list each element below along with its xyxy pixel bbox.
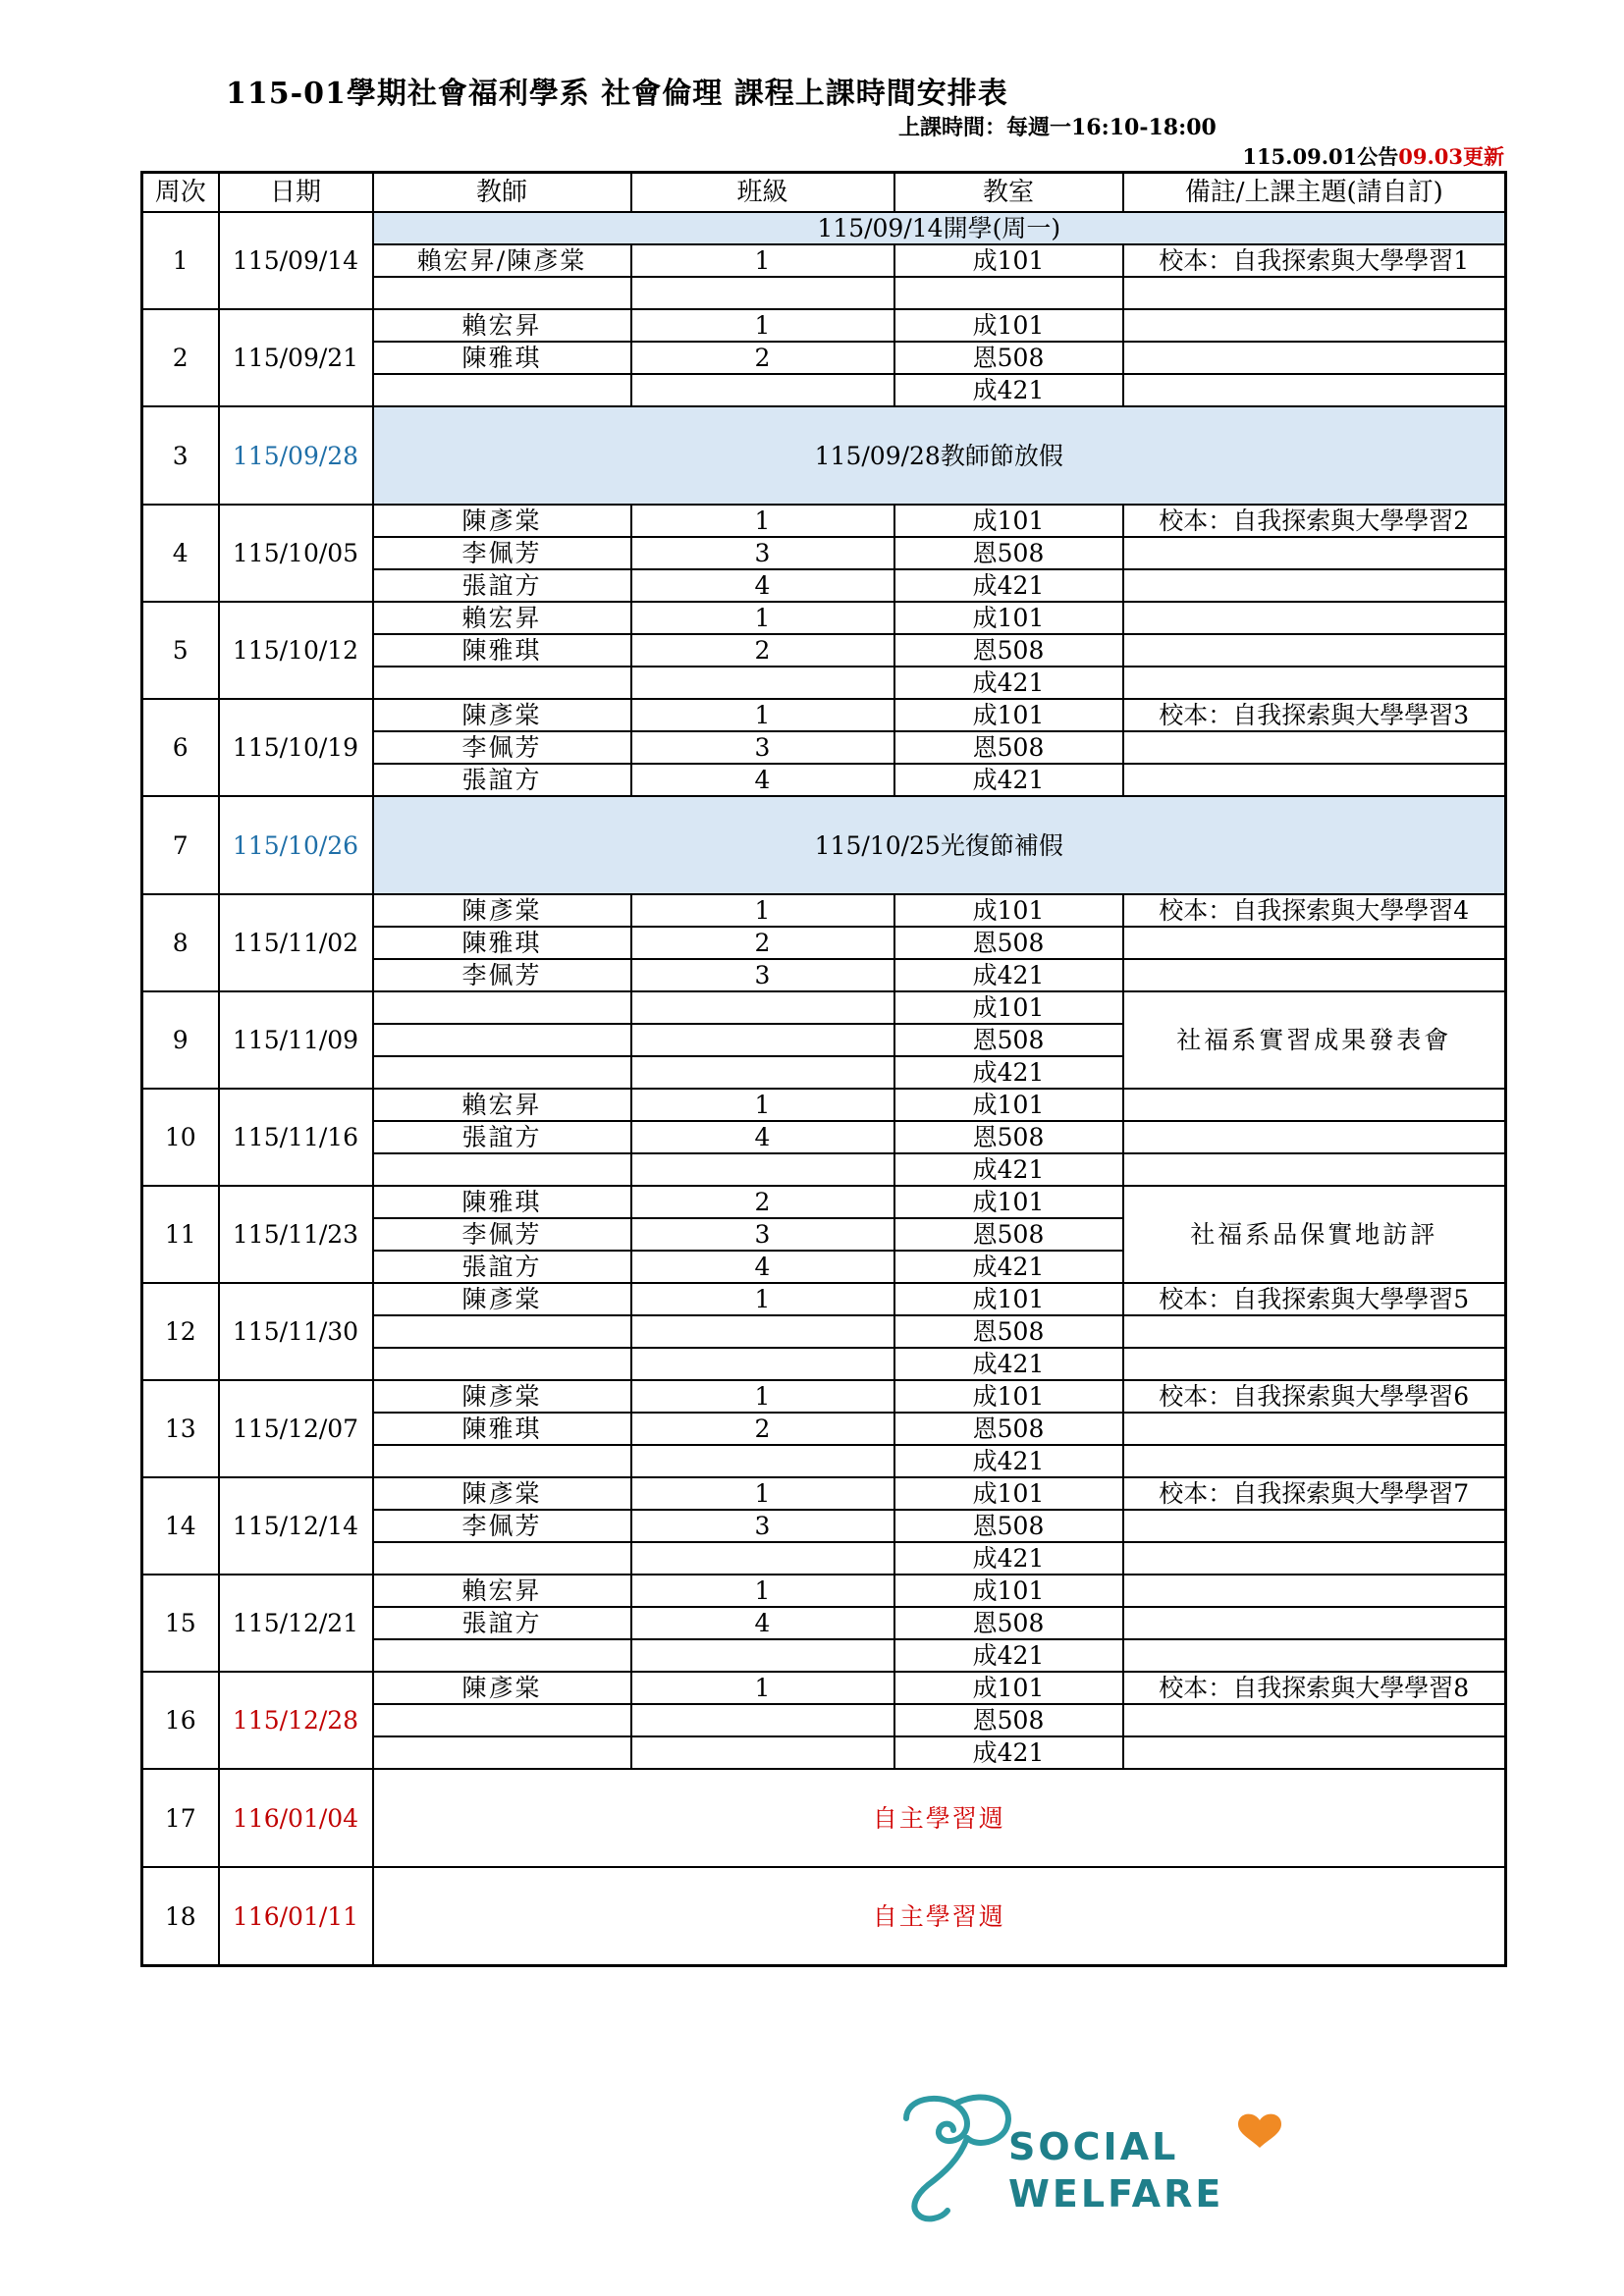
room-cell: 成101 (894, 1283, 1123, 1315)
table-row (142, 1089, 1506, 1121)
teacher-cell (373, 374, 631, 406)
room-cell: 成421 (894, 1542, 1123, 1575)
teacher-cell: 陳雅琪 (373, 342, 631, 374)
class-cell (631, 1704, 894, 1736)
note-cell (1123, 1575, 1506, 1607)
week-date: 115/09/14 (219, 212, 373, 309)
teacher-cell: 陳彥棠 (373, 1672, 631, 1704)
note-cell (1123, 537, 1506, 569)
column-header: 備註/上課主題(請自訂) (1123, 173, 1506, 213)
class-cell: 1 (631, 244, 894, 277)
teacher-cell: 賴宏昇 (373, 309, 631, 342)
note-cell: 校本：自我探索與大學學習7 (1123, 1477, 1506, 1510)
week-number: 18 (142, 1867, 219, 1966)
room-cell: 恩508 (894, 1121, 1123, 1153)
week-number: 13 (142, 1380, 219, 1477)
teacher-cell: 陳彥棠 (373, 1477, 631, 1510)
class-cell: 1 (631, 1672, 894, 1704)
table-row (142, 1477, 1506, 1510)
note-cell (1123, 1542, 1506, 1575)
room-cell: 成421 (894, 764, 1123, 796)
room-cell: 成101 (894, 894, 1123, 927)
class-cell: 1 (631, 894, 894, 927)
room-cell: 成101 (894, 505, 1123, 537)
teacher-cell: 張誼方 (373, 1121, 631, 1153)
note-cell (1123, 667, 1506, 699)
class-cell (631, 1348, 894, 1380)
week-number: 7 (142, 796, 219, 894)
class-cell (631, 1542, 894, 1575)
teacher-cell: 李佩芳 (373, 959, 631, 991)
note-cell (1123, 342, 1506, 374)
week-number: 14 (142, 1477, 219, 1575)
room-cell: 成101 (894, 1089, 1123, 1121)
class-cell: 3 (631, 1218, 894, 1251)
room-cell: 恩508 (894, 342, 1123, 374)
week-row (142, 1867, 1506, 1966)
heart-icon (1238, 2114, 1281, 2148)
class-cell: 3 (631, 537, 894, 569)
note-cell (1123, 1315, 1506, 1348)
week-date: 115/12/28 (219, 1672, 373, 1769)
class-cell: 2 (631, 634, 894, 667)
schedule-body (142, 212, 1506, 1966)
class-cell (631, 667, 894, 699)
note-cell (1123, 1413, 1506, 1445)
room-cell: 成101 (894, 244, 1123, 277)
class-cell (631, 1315, 894, 1348)
week-number: 16 (142, 1672, 219, 1769)
class-cell: 2 (631, 1413, 894, 1445)
class-cell (631, 1024, 894, 1056)
teacher-cell: 張誼方 (373, 1607, 631, 1639)
note-cell (1123, 1153, 1506, 1186)
teacher-cell: 陳雅琪 (373, 927, 631, 959)
week-row (142, 1769, 1506, 1867)
week-date: 115/09/28 (219, 406, 373, 505)
room-cell: 成101 (894, 991, 1123, 1024)
week-date: 115/10/05 (219, 505, 373, 602)
note-cell: 校本：自我探索與大學學習6 (1123, 1380, 1506, 1413)
room-cell: 恩508 (894, 537, 1123, 569)
teacher-cell (373, 1542, 631, 1575)
table-row (142, 505, 1506, 537)
teacher-cell: 李佩芳 (373, 537, 631, 569)
logo-line1: SOCIAL (1008, 2125, 1179, 2168)
week-date: 116/01/04 (219, 1769, 373, 1867)
room-cell: 恩508 (894, 1218, 1123, 1251)
teacher-cell: 賴宏昇 (373, 1575, 631, 1607)
teacher-cell (373, 991, 631, 1024)
room-cell: 成101 (894, 602, 1123, 634)
week-number: 11 (142, 1186, 219, 1283)
week-number: 12 (142, 1283, 219, 1380)
week-date: 115/11/09 (219, 991, 373, 1089)
class-cell: 1 (631, 1477, 894, 1510)
schedule-table (140, 171, 1507, 1967)
self-study-banner: 自主學習週 (373, 1867, 1506, 1966)
class-cell: 4 (631, 1251, 894, 1283)
week-date: 115/12/21 (219, 1575, 373, 1672)
room-cell: 成421 (894, 569, 1123, 602)
week-number: 2 (142, 309, 219, 406)
room-cell: 成101 (894, 1380, 1123, 1413)
week-number: 3 (142, 406, 219, 505)
teacher-cell: 李佩芳 (373, 1510, 631, 1542)
class-cell (631, 1445, 894, 1477)
room-cell: 恩508 (894, 731, 1123, 764)
class-cell: 3 (631, 1510, 894, 1542)
column-header: 教室 (894, 173, 1123, 213)
week-row (142, 406, 1506, 505)
week-number: 17 (142, 1769, 219, 1867)
teacher-cell: 賴宏昇 (373, 1089, 631, 1121)
class-cell: 4 (631, 569, 894, 602)
table-row (142, 894, 1506, 927)
room-cell: 成421 (894, 959, 1123, 991)
room-cell: 成421 (894, 1153, 1123, 1186)
class-cell: 3 (631, 731, 894, 764)
table-row (142, 699, 1506, 731)
room-cell: 恩508 (894, 1704, 1123, 1736)
room-cell: 成421 (894, 1639, 1123, 1672)
class-cell: 4 (631, 1121, 894, 1153)
class-cell: 1 (631, 1380, 894, 1413)
week-date: 115/12/07 (219, 1380, 373, 1477)
class-cell: 1 (631, 1283, 894, 1315)
room-cell: 成421 (894, 374, 1123, 406)
note-cell (1123, 602, 1506, 634)
note-cell: 校本：自我探索與大學學習3 (1123, 699, 1506, 731)
page-title: 115-01學期社會福利學系 社會倫理 課程上課時間安排表 (226, 77, 1008, 111)
column-header: 日期 (219, 173, 373, 213)
class-time: 上課時間：每週一16:10-18:00 (898, 115, 1217, 140)
teacher-cell (373, 277, 631, 309)
table-row (142, 309, 1506, 342)
teacher-cell (373, 1639, 631, 1672)
room-cell: 成101 (894, 1672, 1123, 1704)
class-cell: 2 (631, 927, 894, 959)
column-header: 教師 (373, 173, 631, 213)
class-cell: 2 (631, 342, 894, 374)
room-cell: 成101 (894, 699, 1123, 731)
social-welfare-logo (898, 2091, 1311, 2228)
class-cell (631, 1056, 894, 1089)
teacher-cell (373, 667, 631, 699)
week-number: 4 (142, 505, 219, 602)
note-cell (1123, 277, 1506, 309)
teacher-cell (373, 1736, 631, 1769)
teacher-cell: 張誼方 (373, 569, 631, 602)
room-cell: 成421 (894, 1445, 1123, 1477)
class-cell: 1 (631, 699, 894, 731)
week-date: 115/11/02 (219, 894, 373, 991)
table-row (142, 602, 1506, 634)
class-cell: 1 (631, 602, 894, 634)
room-cell: 成421 (894, 1736, 1123, 1769)
note-cell: 校本：自我探索與大學學習5 (1123, 1283, 1506, 1315)
week-date: 115/10/12 (219, 602, 373, 699)
room-cell: 成101 (894, 1477, 1123, 1510)
opening-banner: 115/09/14開學(周一) (373, 212, 1506, 244)
week-date: 115/12/14 (219, 1477, 373, 1575)
week-number: 5 (142, 602, 219, 699)
note-cell (1123, 1445, 1506, 1477)
room-cell: 恩508 (894, 1024, 1123, 1056)
week-date: 115/11/23 (219, 1186, 373, 1283)
class-cell (631, 991, 894, 1024)
table-row (142, 991, 1506, 1024)
room-cell: 成101 (894, 1575, 1123, 1607)
week-number: 10 (142, 1089, 219, 1186)
teacher-cell: 陳彥棠 (373, 699, 631, 731)
room-cell (894, 277, 1123, 309)
table-row (142, 1186, 1506, 1218)
header-row (142, 173, 1506, 213)
column-header: 周次 (142, 173, 219, 213)
room-cell: 成421 (894, 667, 1123, 699)
room-cell: 成421 (894, 1056, 1123, 1089)
teacher-cell: 李佩芳 (373, 731, 631, 764)
class-cell (631, 1736, 894, 1769)
week-number: 8 (142, 894, 219, 991)
class-cell: 1 (631, 309, 894, 342)
event-note: 社福系實習成果發表會 (1123, 991, 1506, 1089)
column-header: 班級 (631, 173, 894, 213)
week-date: 116/01/11 (219, 1867, 373, 1966)
teacher-cell (373, 1704, 631, 1736)
class-cell (631, 277, 894, 309)
room-cell: 恩508 (894, 1413, 1123, 1445)
table-row (142, 1672, 1506, 1704)
teacher-cell (373, 1315, 631, 1348)
room-cell: 成101 (894, 309, 1123, 342)
note-cell (1123, 1348, 1506, 1380)
week-row (142, 796, 1506, 894)
room-cell: 恩508 (894, 1510, 1123, 1542)
room-cell: 恩508 (894, 927, 1123, 959)
week-number: 6 (142, 699, 219, 796)
note-cell: 校本：自我探索與大學學習2 (1123, 505, 1506, 537)
class-cell: 2 (631, 1186, 894, 1218)
class-cell: 4 (631, 1607, 894, 1639)
teacher-cell: 陳雅琪 (373, 1413, 631, 1445)
week-number: 9 (142, 991, 219, 1089)
week-number: 15 (142, 1575, 219, 1672)
note-cell (1123, 1510, 1506, 1542)
note-cell (1123, 1089, 1506, 1121)
week-number: 1 (142, 212, 219, 309)
note-cell (1123, 309, 1506, 342)
room-cell: 恩508 (894, 634, 1123, 667)
note-cell (1123, 374, 1506, 406)
note-cell (1123, 1704, 1506, 1736)
week-date: 115/10/26 (219, 796, 373, 894)
teacher-cell: 賴宏昇/陳彥棠 (373, 244, 631, 277)
room-cell: 成421 (894, 1251, 1123, 1283)
class-cell (631, 374, 894, 406)
teacher-cell: 陳彥棠 (373, 894, 631, 927)
teacher-cell: 陳彥棠 (373, 505, 631, 537)
room-cell: 恩508 (894, 1315, 1123, 1348)
room-cell: 成101 (894, 1186, 1123, 1218)
class-cell: 1 (631, 505, 894, 537)
teacher-cell: 陳雅琪 (373, 634, 631, 667)
note-cell (1123, 959, 1506, 991)
note-cell (1123, 1736, 1506, 1769)
notice-prefix: 115.09.01公告 (1242, 144, 1399, 169)
class-cell: 3 (631, 959, 894, 991)
note-cell (1123, 1121, 1506, 1153)
note-cell: 校本：自我探索與大學學習8 (1123, 1672, 1506, 1704)
teacher-cell: 賴宏昇 (373, 602, 631, 634)
note-cell (1123, 731, 1506, 764)
week-date: 115/11/16 (219, 1089, 373, 1186)
teacher-cell (373, 1056, 631, 1089)
logo-spiral (906, 2097, 1008, 2218)
note-cell (1123, 1607, 1506, 1639)
notice-update: 09.03更新 (1398, 144, 1504, 169)
teacher-cell (373, 1348, 631, 1380)
class-cell (631, 1639, 894, 1672)
week-date: 115/10/19 (219, 699, 373, 796)
teacher-cell: 陳彥棠 (373, 1380, 631, 1413)
note-cell (1123, 1639, 1506, 1672)
room-cell: 恩508 (894, 1607, 1123, 1639)
note-cell (1123, 764, 1506, 796)
holiday-banner: 115/10/25光復節補假 (373, 796, 1506, 894)
note-cell (1123, 927, 1506, 959)
teacher-cell: 張誼方 (373, 764, 631, 796)
event-note: 社福系品保實地訪評 (1123, 1186, 1506, 1283)
teacher-cell: 陳雅琪 (373, 1186, 631, 1218)
note-cell: 校本：自我探索與大學學習1 (1123, 244, 1506, 277)
teacher-cell (373, 1153, 631, 1186)
table-row (142, 1575, 1506, 1607)
table-row (142, 1283, 1506, 1315)
class-cell: 4 (631, 764, 894, 796)
table-row (142, 1380, 1506, 1413)
week-date: 115/09/21 (219, 309, 373, 406)
teacher-cell: 陳彥棠 (373, 1283, 631, 1315)
holiday-banner: 115/09/28教師節放假 (373, 406, 1506, 505)
week-date: 115/11/30 (219, 1283, 373, 1380)
logo-line2: WELFARE (1008, 2172, 1224, 2216)
note-cell: 校本：自我探索與大學學習4 (1123, 894, 1506, 927)
self-study-banner: 自主學習週 (373, 1769, 1506, 1867)
note-cell (1123, 634, 1506, 667)
teacher-cell (373, 1024, 631, 1056)
teacher-cell: 張誼方 (373, 1251, 631, 1283)
week-row (142, 212, 1506, 244)
announcement-date (1242, 141, 1504, 171)
room-cell: 成421 (894, 1348, 1123, 1380)
class-cell: 1 (631, 1089, 894, 1121)
class-cell: 1 (631, 1575, 894, 1607)
class-cell (631, 1153, 894, 1186)
note-cell (1123, 569, 1506, 602)
teacher-cell: 李佩芳 (373, 1218, 631, 1251)
teacher-cell (373, 1445, 631, 1477)
